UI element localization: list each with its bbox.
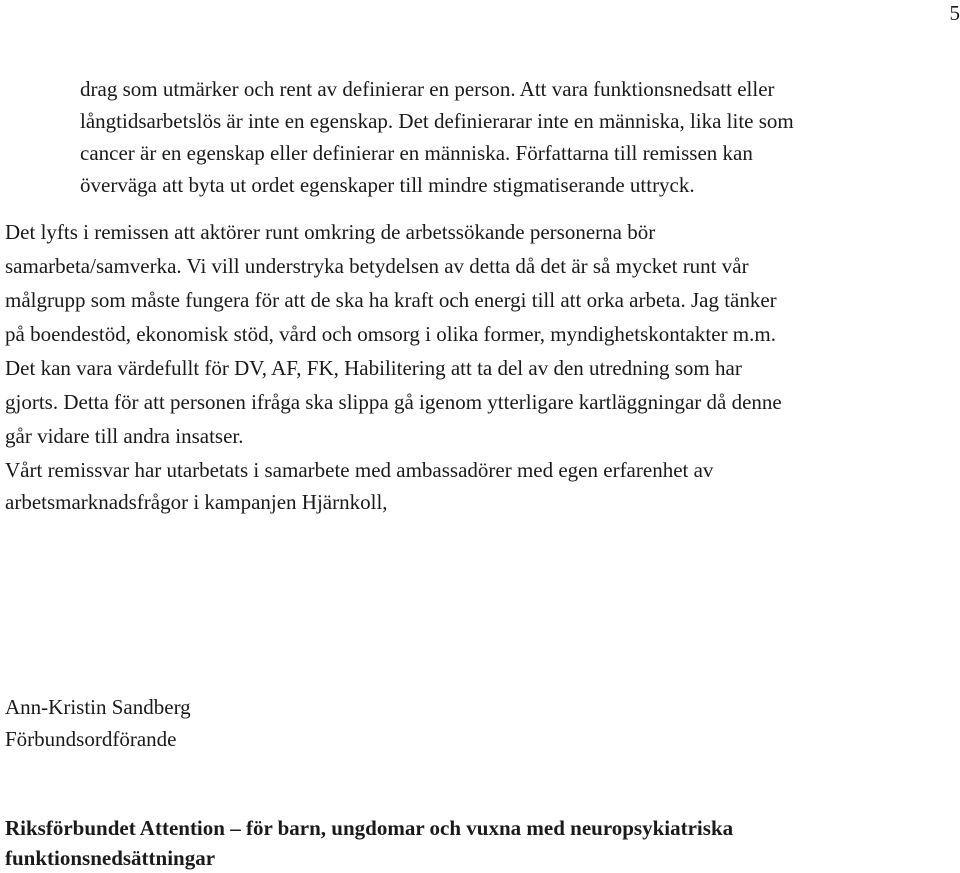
signature-block [5, 691, 191, 755]
text-line: målgrupp som måste fungera för att de ska ha kraft och energi till att orka arbeta. Jag tänker [5, 283, 782, 317]
text-line: gjorts. Detta för att personen ifråga ska slippa gå igenom ytterligare kartläggningar då denne [5, 385, 782, 419]
text-line: funktionsnedsättningar [5, 843, 733, 873]
text-line: överväga att byta ut ordet egenskaper till mindre stigmatiserande uttryck. [80, 169, 794, 201]
text-line: samarbeta/samverka. Vi vill understryka betydelsen av detta då det är så mycket runt vår [5, 249, 782, 283]
signature-title: Förbundsordförande [5, 723, 191, 755]
text-line: på boendestöd, ekonomisk stöd, vård och omsorg i olika former, myndighetskontakter m.m. [5, 317, 782, 351]
text-line: långtidsarbetslös är inte en egenskap. Det definierarar inte en människa, lika lite som [80, 105, 794, 137]
paragraph-egenskaper [80, 73, 794, 201]
text-line: Vårt remissvar har utarbetats i samarbete med ambassadörer med egen erfarenhet av [5, 454, 713, 486]
text-line: Det lyfts i remissen att aktörer runt omkring de arbetssökande personerna bör [5, 215, 782, 249]
text-line: cancer är en egenskap eller definierar en människa. Författarna till remissen kan [80, 137, 794, 169]
organization-name [5, 813, 733, 873]
paragraph-samverkan [5, 215, 782, 453]
text-line: drag som utmärker och rent av definierar en person. Att vara funktionsnedsatt eller [80, 73, 794, 105]
text-line: arbetsmarknadsfrågor i kampanjen Hjärnkoll, [5, 486, 713, 518]
text-line: går vidare till andra insatser. [5, 419, 782, 453]
page-number: 5 [950, 0, 960, 26]
text-line: Det kan vara värdefullt för DV, AF, FK, Habilitering att ta del av den utredning som har [5, 351, 782, 385]
signature-name: Ann-Kristin Sandberg [5, 691, 191, 723]
text-line: Riksförbundet Attention – för barn, ungdomar och vuxna med neuropsykiatriska [5, 813, 733, 843]
paragraph-remissvar [5, 454, 713, 518]
